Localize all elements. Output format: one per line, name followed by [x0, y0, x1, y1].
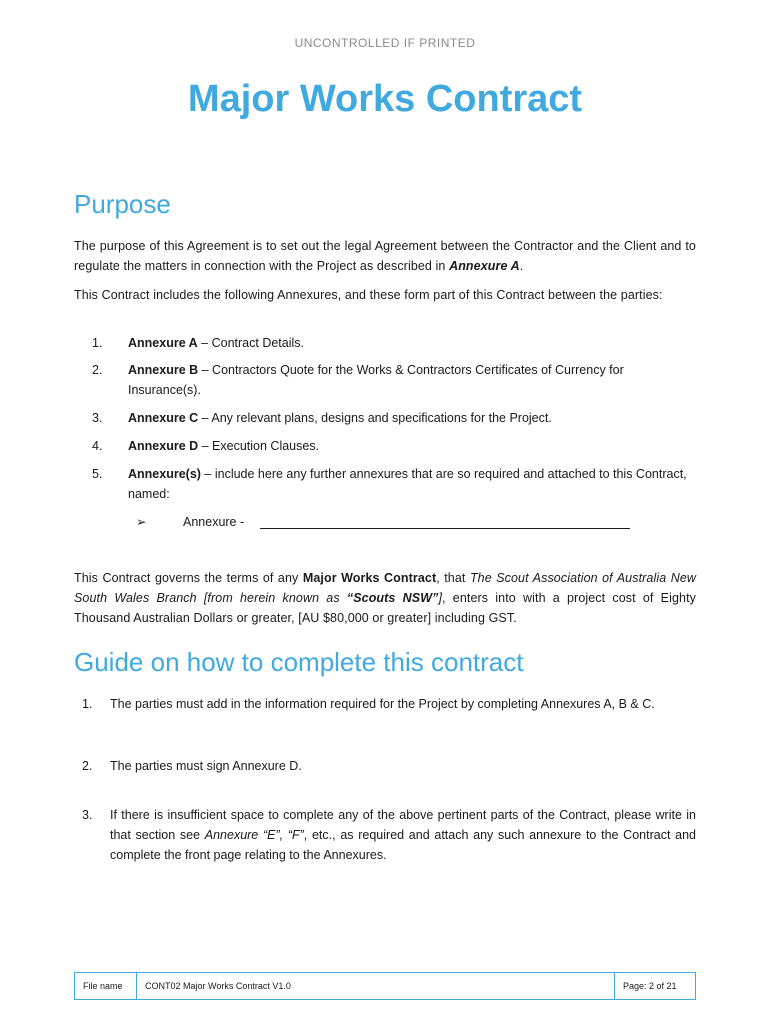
footer-page-number: Page: 2 of 21: [623, 981, 677, 991]
purpose-paragraph: The purpose of this Agreement is to set out the legal Agreement between the Contractor and the Client and to regulate the matters in connection with the Project as described in Annexure A.: [74, 239, 696, 273]
annexure-a-reference: Annexure A: [449, 259, 520, 273]
arrow-bullet-icon: ➢: [136, 515, 147, 529]
document-title: Major Works Contract: [187, 78, 583, 120]
purpose-heading: Purpose: [74, 189, 171, 219]
footer-label: File name: [75, 973, 137, 999]
document-page: UNCONTROLLED IF PRINTED Major Works Contract Purpose The purpose of this Agreement is to set out the legal Agreement between the Contractor and the Client and to regulate the matters in connection with the Project as described in Annexure A. This Contract includes the following Annexures, and these form part of this Contract between the parties: 1. Annexure A – Contract Details. 2. Annexure B – Contractors Quote for the Works & Contractors Certificates of Currency for Insurance(s). 3. Annexure C – Any relevant plans, designs and specifications for the Project. 4. Annexure D – Execution Clauses. 5. Annexure(s) – include here any further annexures that are so required and attached to this Contract, named: ➢ Annexure - This Contract governs the terms of any Major Works Contract, that The Scout Association of Australia New South Wales Branch [from herein known as “Scouts NSW”], enters into with a project cost of Eighty Thousand Australian Dollars or greater, [AU $80,000 or greater] including GST. Guide on how to complete this contract 1. The parties must add in the information required for the Project by completing Annexures A, B & C. 2. The parties must sign Annexure D. 3. If there is insufficient space to complete any of the above pertinent parts of the Contract, please write in that section see Annexure “E”, “F”, etc., as required and attach any such annexure to the Contract and complete the front page relating to the Annexures. File name CONT02 Major Works Contract V1.0 Page: 2 of 21: [0, 0, 770, 1024]
uncontrolled-notice: UNCONTROLLED IF PRINTED: [294, 36, 476, 50]
purpose-text: The purpose of this Agreement is to set out the legal Agreement between the Contractor and the Client and to regulate the matters in connection with the Project as described in: [74, 239, 696, 273]
annexure-name-blank-line[interactable]: [260, 528, 630, 529]
footer-file-name: CONT02 Major Works Contract V1.0: [137, 973, 615, 999]
annexures-intro: This Contract includes the following Annexures, and these form part of this Contract between the parties:: [74, 288, 663, 302]
governs-paragraph: This Contract governs the terms of any Major Works Contract, that The Scout Association of Australia New South Wales Branch [from herein known as “Scouts NSW”], enters into with a project cost of Eighty Thousand Australian Dollars or greater, [AU $80,000 or greater] including GST.: [74, 571, 697, 625]
annexure-blank-label: Annexure -: [183, 515, 245, 529]
guide-heading: Guide on how to complete this contract: [74, 647, 524, 677]
page-footer: [74, 972, 696, 1000]
